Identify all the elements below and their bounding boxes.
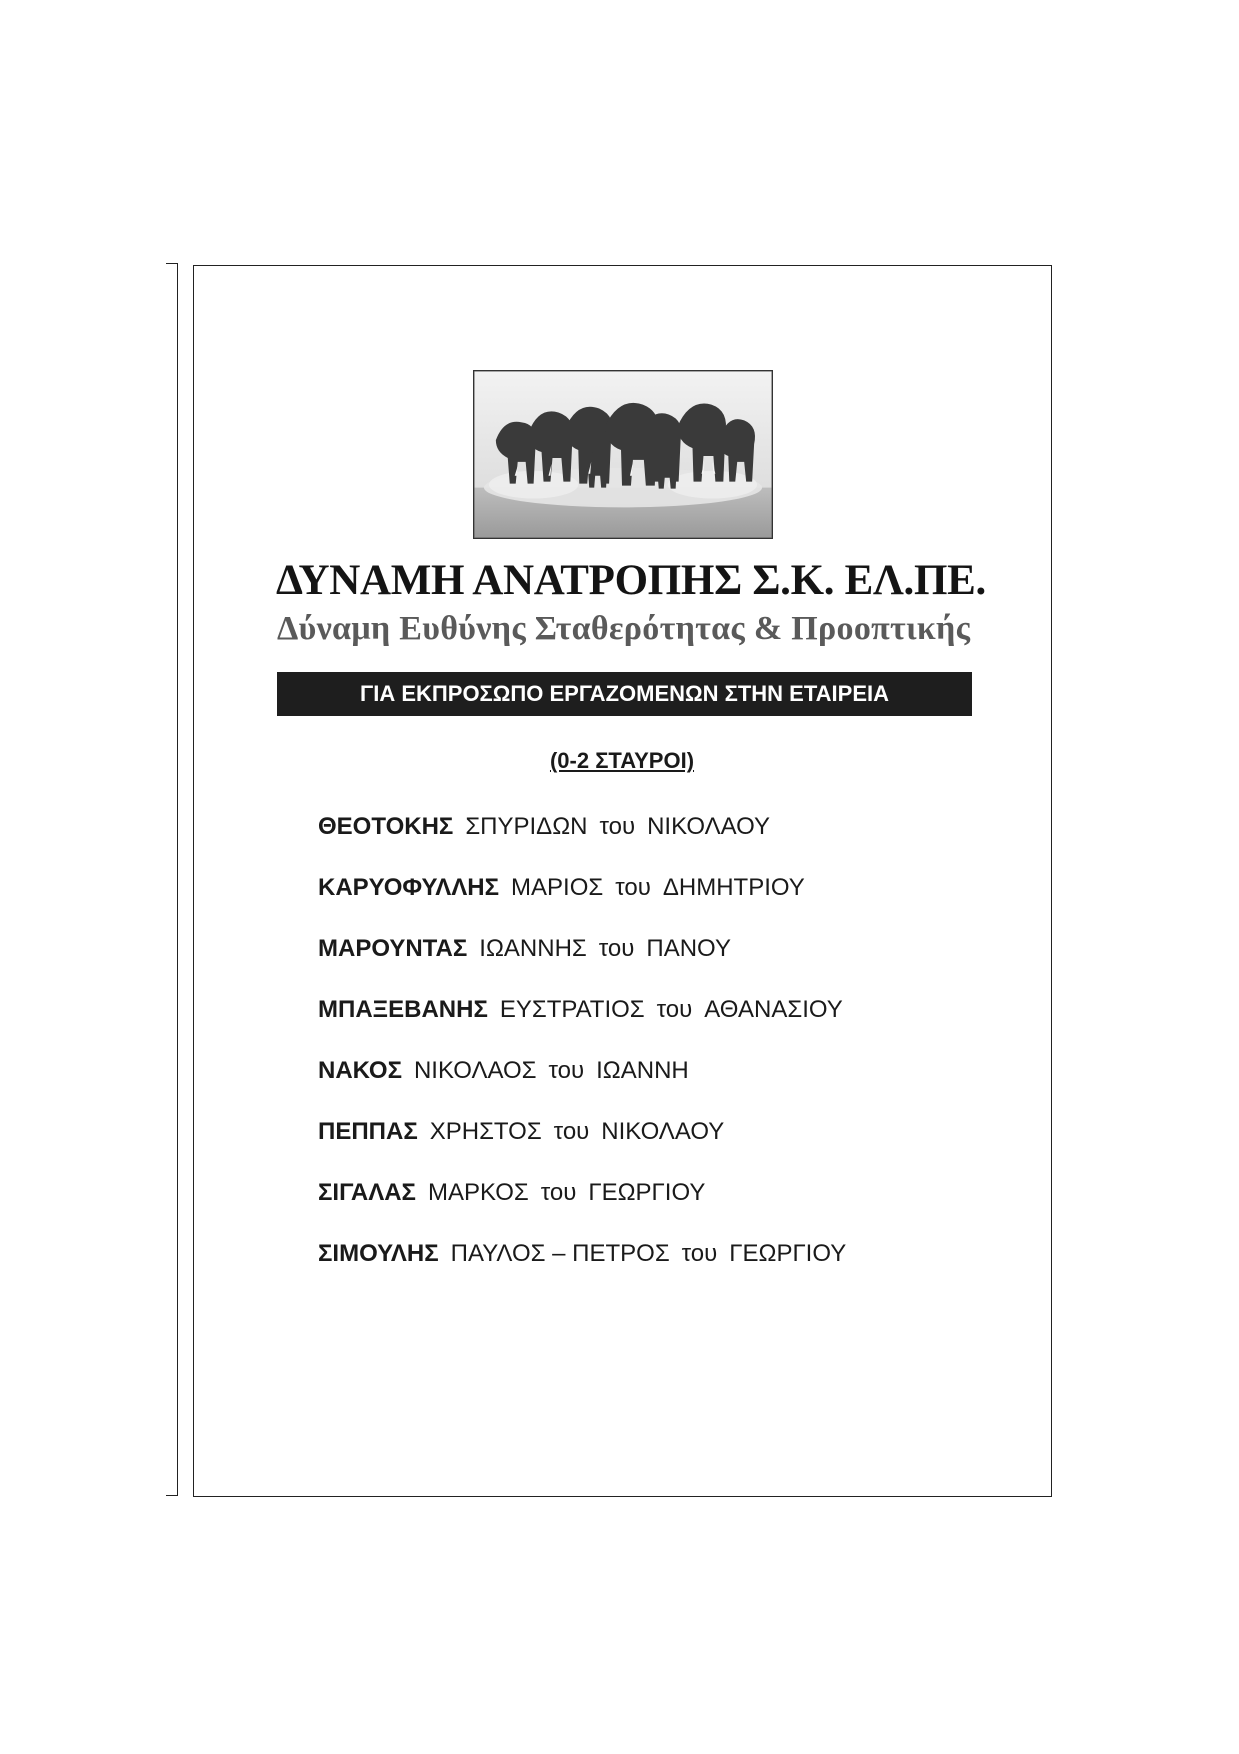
- candidate-row[interactable]: [318, 1116, 846, 1177]
- candidate-surname: ΘΕΟΤΟΚΗΣ: [318, 813, 454, 840]
- candidate-surname: ΚΑΡΥΟΦΥΛΛΗΣ: [318, 874, 500, 901]
- candidate-surname: ΠΕΠΠΑΣ: [318, 1118, 418, 1145]
- candidate-row[interactable]: [318, 1177, 846, 1238]
- crosses-allowed-note: (0-2 ΣΤΑΥΡΟΙ): [549, 748, 695, 773]
- candidate-row[interactable]: [318, 811, 846, 872]
- candidate-father-name: ΔΗΜΗΤΡΙΟΥ: [662, 874, 805, 901]
- ballot-purpose-banner: ΓΙΑ ΕΚΠΡΟΣΩΠΟ ΕΡΓΑΖΟΜΕΝΩΝ ΣΤΗΝ ΕΤΑΙΡΕΙΑ: [277, 672, 972, 716]
- candidate-surname: ΣΙΜΟΥΛΗΣ: [318, 1240, 439, 1267]
- candidate-first-name: ΜΑΡΚΟΣ: [427, 1179, 529, 1206]
- candidate-first-name: ΠΑΥΛΟΣ – ΠΕΤΡΟΣ: [450, 1240, 670, 1267]
- candidate-row[interactable]: [318, 1238, 846, 1299]
- candidate-father-name: ΓΕΩΡΓΙΟΥ: [729, 1240, 847, 1267]
- ballot-paper: [193, 265, 1052, 1497]
- candidate-first-name: ΙΩΑΝΝΗΣ: [479, 935, 587, 962]
- candidate-surname: ΜΑΡΟΥΝΤΑΣ: [318, 935, 468, 962]
- candidate-surname: ΜΠΑΞΕΒΑΝΗΣ: [318, 996, 488, 1023]
- candidate-of: του: [548, 1057, 585, 1084]
- candidate-father-name: ΝΙΚΟΛΑΟΥ: [647, 813, 771, 840]
- candidate-father-name: ΙΩΑΝΝΗ: [596, 1057, 689, 1084]
- candidate-of: του: [540, 1179, 577, 1206]
- party-name: ΔΥΝΑΜΗ ΑΝΑΤΡΟΠΗΣ Σ.Κ. ΕΛ.ΠΕ.: [276, 557, 986, 604]
- candidate-father-name: ΝΙΚΟΛΑΟΥ: [601, 1118, 725, 1145]
- candidate-row[interactable]: [318, 872, 846, 933]
- candidate-of: του: [553, 1118, 590, 1145]
- candidate-first-name: ΜΑΡΙΟΣ: [511, 874, 604, 901]
- candidate-father-name: ΑΘΑΝΑΣΙΟΥ: [704, 996, 843, 1023]
- candidate-of: του: [599, 813, 636, 840]
- candidate-first-name: ΝΙΚΟΛΑΟΣ: [413, 1057, 537, 1084]
- candidate-surname: ΝΑΚΟΣ: [318, 1057, 402, 1084]
- candidate-list: [318, 811, 846, 1299]
- candidate-of: του: [656, 996, 693, 1023]
- elephant-herd-photo: [473, 370, 773, 539]
- candidate-first-name: ΕΥΣΤΡΑΤΙΟΣ: [499, 996, 645, 1023]
- candidate-father-name: ΠΑΝΟΥ: [646, 935, 731, 962]
- elephant-herd-image: [474, 371, 772, 538]
- candidate-first-name: ΧΡΗΣΤΟΣ: [429, 1118, 542, 1145]
- cut-line-bracket: [166, 263, 178, 1496]
- candidate-of: του: [681, 1240, 718, 1267]
- candidate-surname: ΣΙΓΑΛΑΣ: [318, 1179, 416, 1206]
- candidate-row[interactable]: [318, 1055, 846, 1116]
- party-slogan: Δύναμη Ευθύνης Σταθερότητας & Προοπτικής: [277, 610, 971, 647]
- candidate-of: του: [615, 874, 651, 901]
- candidate-row[interactable]: [318, 994, 846, 1055]
- candidate-father-name: ΓΕΩΡΓΙΟΥ: [588, 1179, 706, 1206]
- candidate-of: του: [598, 935, 635, 962]
- candidate-row[interactable]: [318, 933, 846, 994]
- candidate-first-name: ΣΠΥΡΙΔΩΝ: [465, 813, 588, 840]
